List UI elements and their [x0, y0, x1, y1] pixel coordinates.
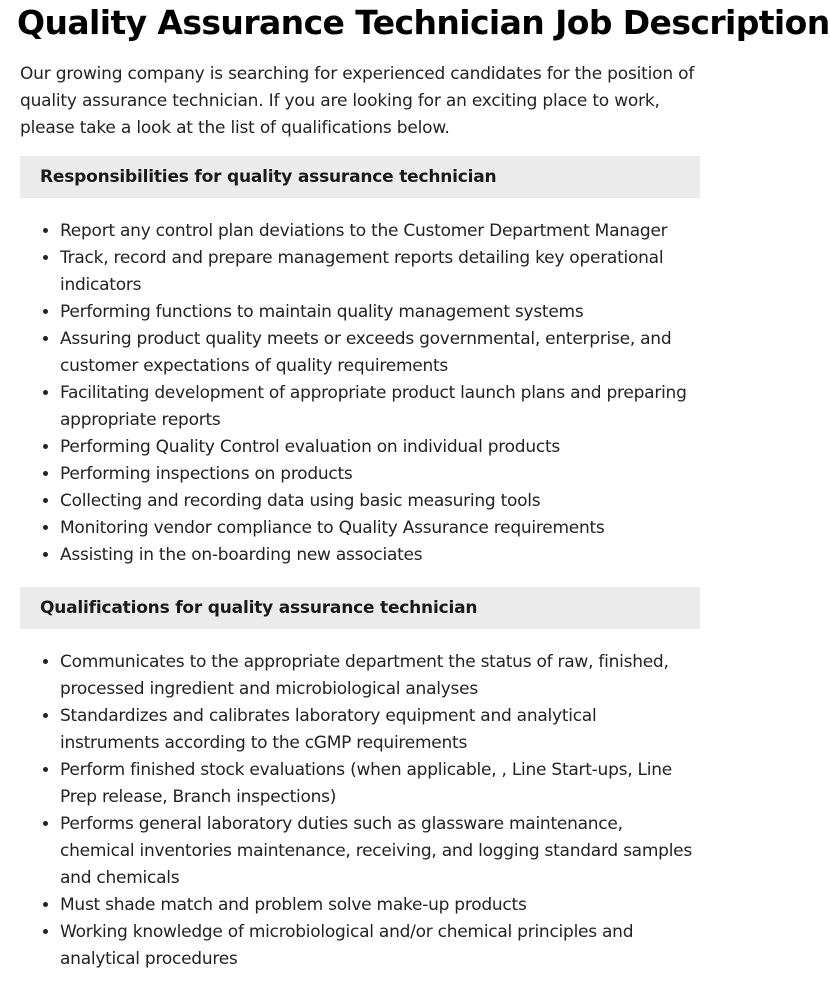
list-item: • Track, record and prepare management reports detailing key operational indicators [60, 245, 700, 299]
intro-paragraph: Our growing company is searching for experienced candidates for the position of quality assurance technician. If you are looking for an exciting place to work, please take a look at the list of qualifications below. [20, 64, 695, 138]
list-item: • Working knowledge of microbiological and/or chemical principles and analytical procedures [60, 919, 700, 973]
list-item: • Performing Quality Control evaluation on individual products [60, 434, 700, 461]
responsibilities-list [20, 218, 700, 569]
qualifications-list [20, 649, 700, 973]
list-item: • Assuring product quality meets or exceeds governmental, enterprise, and customer expectations of quality requirements [60, 326, 700, 380]
page-title: Quality Assurance Technician Job Description [17, 3, 830, 42]
list-item: • Report any control plan deviations to the Customer Department Manager [60, 218, 700, 245]
list-item: • Perform finished stock evaluations (when applicable, , Line Start-ups, Line Prep release, Branch inspections) [60, 757, 700, 811]
list-item: • Standardizes and calibrates laboratory equipment and analytical instruments according to the cGMP requirements [60, 703, 700, 757]
list-item: • Performing functions to maintain quality management systems [60, 299, 700, 326]
list-item: • Must shade match and problem solve make-up products [60, 892, 700, 919]
list-item: • Performing inspections on products [60, 461, 700, 488]
list-item: • Assisting in the on-boarding new associates [60, 542, 700, 569]
list-item: • Performs general laboratory duties such as glassware maintenance, chemical inventories maintenance, receiving, and logging standard samples and chemicals [60, 811, 700, 892]
list-item: • Communicates to the appropriate department the status of raw, finished, processed ingredient and microbiological analyses [60, 649, 700, 703]
responsibilities-heading: Responsibilities for quality assurance technician [20, 156, 700, 198]
list-item: • Collecting and recording data using basic measuring tools [60, 488, 700, 515]
list-item: • Monitoring vendor compliance to Quality Assurance requirements [60, 515, 700, 542]
qualifications-heading: Qualifications for quality assurance technician [20, 587, 700, 629]
list-item: • Facilitating development of appropriate product launch plans and preparing appropriate reports [60, 380, 700, 434]
